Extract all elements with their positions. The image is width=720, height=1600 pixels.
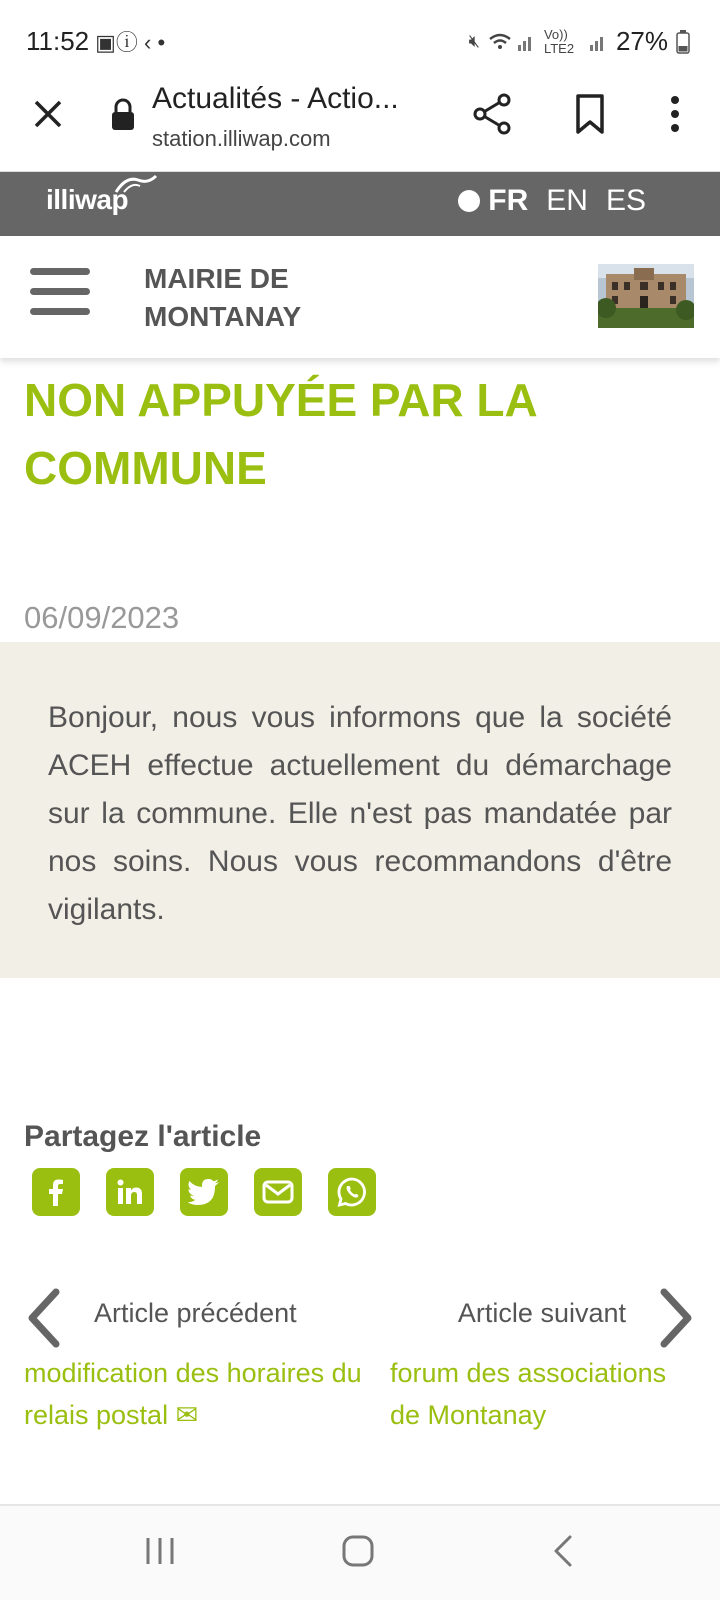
lang-es[interactable]: ES: [605, 184, 646, 217]
battery-percent: 27%: [615, 26, 668, 56]
email-share-button[interactable]: [254, 1168, 302, 1216]
linkedin-icon: [115, 1177, 145, 1207]
status-left: [26, 26, 165, 57]
twitter-share-button[interactable]: [180, 1168, 228, 1216]
lte-label: Vo)) LTE2: [543, 26, 575, 56]
lock-icon: [108, 98, 138, 132]
article-body: [0, 642, 720, 978]
share-title: Partagez l'article: [24, 1120, 262, 1153]
notification-icons: ▣ⓘ ‹ •: [95, 30, 166, 55]
article-body-text: Bonjour, nous vous informons que la société ACEH effectue actuellement du démarchage sur la commune. Elle n'est pas mandatée par nos soins. Nous vous recommandons d'être vigilants.: [48, 701, 672, 926]
site-header: [0, 236, 720, 358]
share-buttons: [32, 1168, 376, 1216]
whatsapp-share-button[interactable]: [328, 1168, 376, 1216]
system-nav-bar: [0, 1504, 720, 1600]
share-icon[interactable]: [470, 92, 514, 136]
lang-fr-label: FR: [488, 184, 529, 217]
chevron-right-icon[interactable]: [656, 1288, 696, 1348]
linkedin-share-button[interactable]: [106, 1168, 154, 1216]
previous-article-title[interactable]: modification des horaires du relais postal ✉: [24, 1358, 362, 1430]
language-selector: [458, 184, 646, 218]
active-lang-dot-icon: [458, 190, 480, 212]
cell-signal-icon: [588, 31, 608, 53]
bookmark-icon[interactable]: [570, 92, 610, 136]
illiwap-logo[interactable]: [46, 184, 128, 216]
page-title[interactable]: Actualités - Actio...: [152, 82, 399, 115]
email-icon: [262, 1179, 294, 1205]
battery-icon: [676, 30, 690, 54]
close-icon[interactable]: [28, 94, 68, 134]
wifi-signal-icon: [488, 31, 536, 53]
status-right: [469, 26, 690, 57]
chevron-left-icon[interactable]: [24, 1288, 64, 1348]
next-article-title[interactable]: forum des associations de Montanay: [390, 1358, 667, 1430]
previous-article-label[interactable]: Article précédent: [94, 1298, 297, 1328]
article-date: 06/09/2023: [24, 600, 180, 635]
next-article-label[interactable]: Article suivant: [457, 1298, 626, 1328]
illiwap-logo-text: illiwap: [46, 184, 129, 215]
page-url[interactable]: station.illiwap.com: [152, 126, 331, 151]
status-time: 11:52: [26, 26, 90, 56]
illiwap-wave-icon: [114, 174, 158, 194]
facebook-share-button[interactable]: [32, 1168, 80, 1216]
mute-icon: 🔇︎: [468, 31, 480, 51]
facebook-icon: [41, 1177, 71, 1207]
status-bar: [0, 0, 720, 80]
whatsapp-icon: [336, 1176, 368, 1208]
mairie-title[interactable]: MAIRIE DE MONTANAY: [144, 263, 302, 332]
more-options-icon[interactable]: [660, 92, 690, 136]
menu-icon[interactable]: [30, 268, 90, 318]
home-icon[interactable]: [340, 1534, 376, 1568]
town-hall-photo: [598, 264, 694, 328]
browser-toolbar: [0, 80, 720, 172]
recent-apps-icon[interactable]: [142, 1534, 178, 1568]
lang-fr[interactable]: [458, 184, 528, 218]
article-title: NON APPUYÉE PAR LA COMMUNE: [24, 374, 537, 494]
back-icon[interactable]: [548, 1534, 578, 1568]
twitter-icon: [188, 1178, 220, 1206]
illiwap-bar: [0, 172, 720, 236]
lang-en[interactable]: EN: [546, 184, 588, 217]
